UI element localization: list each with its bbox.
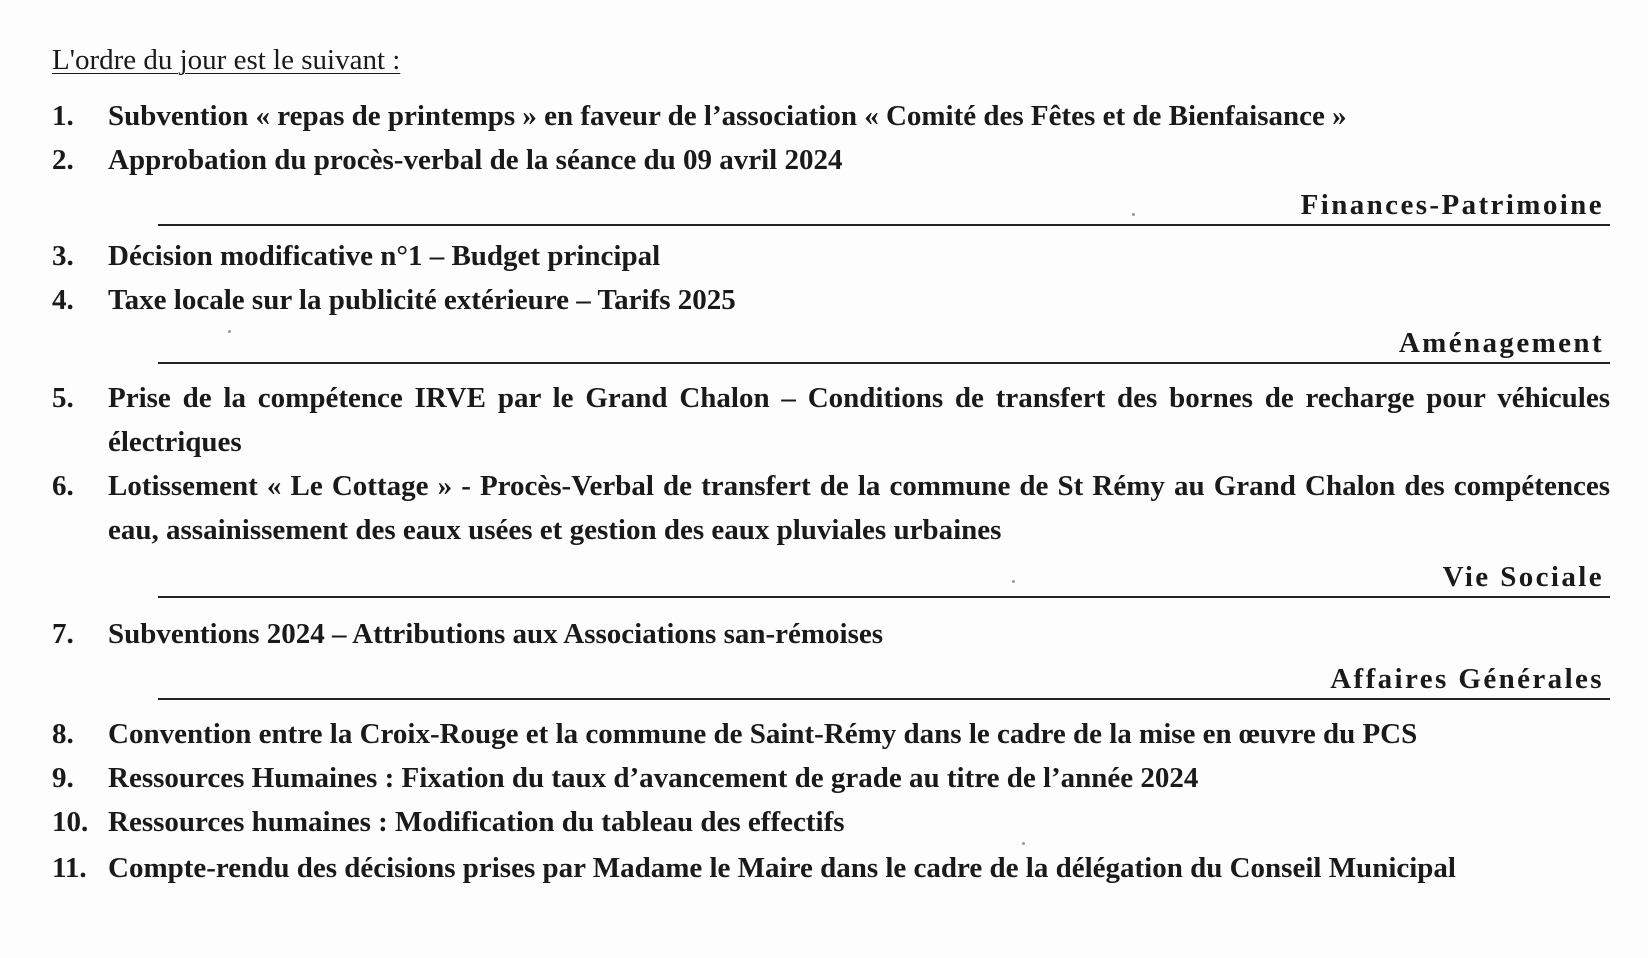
agenda-intro: L'ordre du jour est le suivant :: [52, 44, 401, 76]
scan-speck: [1022, 842, 1025, 845]
agenda-item-2: [52, 138, 1610, 182]
agenda-item-number: 7.: [52, 618, 74, 650]
scan-speck: [1132, 213, 1135, 216]
agenda-item-number: 10.: [52, 806, 89, 838]
section-heading-vie-sociale: [158, 556, 1610, 598]
section-heading-label: Aménagement: [1398, 327, 1604, 359]
agenda-item-text: Taxe locale sur la publicité extérieure – Tarifs 2025: [108, 284, 736, 316]
scan-speck: [1012, 580, 1015, 583]
agenda-item-number: 9.: [52, 762, 74, 794]
agenda-item-6: [52, 464, 1610, 552]
scan-speck: [228, 330, 231, 333]
agenda-item-number: 8.: [52, 718, 74, 750]
section-heading-amenagement: [158, 322, 1610, 364]
section-heading-label: Finances-Patrimoine: [1300, 189, 1604, 221]
section-heading-affaires-generales: [158, 658, 1610, 700]
section-heading-finances-patrimoine: [158, 184, 1610, 226]
agenda-item-5: [52, 376, 1610, 464]
agenda-item-text: Ressources humaines : Modification du tableau des effectifs: [108, 806, 845, 838]
agenda-item-text: Subvention « repas de printemps » en faveur de l’association « Comité des Fêtes et de Bienfaisance »: [108, 100, 1347, 132]
agenda-item-text: Prise de la compétence IRVE par le Grand Chalon – Conditions de transfert des bornes de recharge pour véhicules électriques: [108, 382, 1610, 458]
agenda-item-text: Ressources Humaines : Fixation du taux d’avancement de grade au titre de l’année 2024: [108, 762, 1199, 794]
agenda-item-number: 11.: [52, 852, 87, 884]
section-heading-label: Affaires Générales: [1330, 663, 1604, 695]
agenda-item-10: [52, 800, 1610, 844]
agenda-item-text: Compte-rendu des décisions prises par Madame le Maire dans le cadre de la délégation du Conseil Municipal: [108, 852, 1456, 884]
agenda-item-7: [52, 612, 1610, 656]
agenda-item-1: [52, 94, 1610, 138]
agenda-item-number: 4.: [52, 284, 74, 316]
agenda-item-text: Lotissement « Le Cottage » - Procès-Verbal de transfert de la commune de St Rémy au Grand Chalon des compétences eau, assainissement des eaux usées et gestion des eaux pluviales urbaines: [108, 470, 1610, 546]
agenda-item-text: Décision modificative n°1 – Budget principal: [108, 240, 661, 272]
agenda-item-number: 2.: [52, 144, 74, 176]
agenda-item-4: [52, 278, 1610, 322]
agenda-item-11: [52, 846, 1610, 890]
agenda-item-9: [52, 756, 1610, 800]
agenda-item-number: 5.: [52, 382, 74, 414]
agenda-item-number: 6.: [52, 470, 74, 502]
agenda-item-text: Approbation du procès-verbal de la séance du 09 avril 2024: [108, 144, 843, 176]
agenda-item-text: Subventions 2024 – Attributions aux Associations san-rémoises: [108, 618, 884, 650]
agenda-item-number: 3.: [52, 240, 74, 272]
agenda-item-3: [52, 234, 1610, 278]
agenda-item-number: 1.: [52, 100, 74, 132]
agenda-item-8: [52, 712, 1610, 756]
section-heading-label: Vie Sociale: [1442, 561, 1604, 593]
agenda-item-text: Convention entre la Croix-Rouge et la commune de Saint-Rémy dans le cadre de la mise en œuvre du PCS: [108, 718, 1418, 750]
